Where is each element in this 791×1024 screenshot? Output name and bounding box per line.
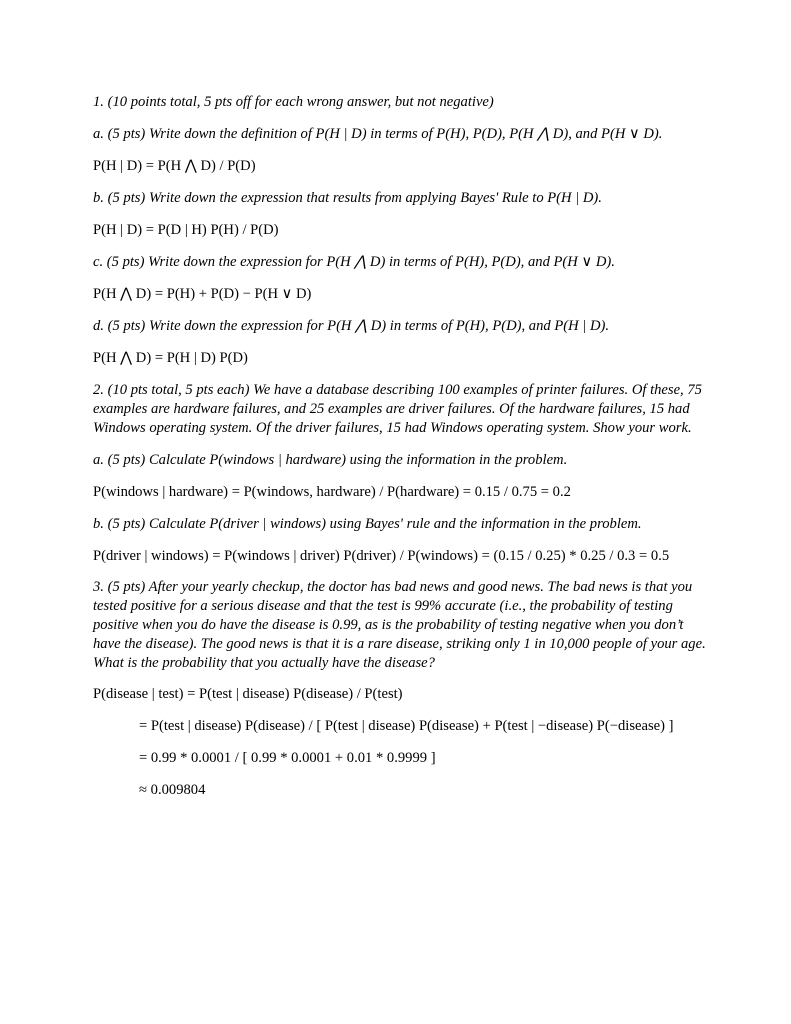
q3-answer-line: P(disease | test) = P(test | disease) P(disease) / P(test) <box>93 686 403 702</box>
q3-question-line: have the disease). The good news is that it is a rare disease, striking only 1 in 10,000 people of your age. <box>93 636 706 652</box>
q1c-answer: P(H ⋀ D) = P(H) + P(D) − P(H ∨ D) <box>93 286 312 302</box>
q3-answer-line: = 0.99 * 0.0001 / [ 0.99 * 0.0001 + 0.01 * 0.9999 ] <box>139 750 436 766</box>
q1d-answer: P(H ⋀ D) = P(H | D) P(D) <box>93 350 248 366</box>
q2-header-line: examples are hardware failures, and 25 examples are driver failures. Of the hardware failures, 15 had <box>93 401 690 417</box>
q3-question-line: 3. (5 pts) After your yearly checkup, the doctor has bad news and good news. The bad news is that you <box>93 579 693 595</box>
q3-answer-line: = P(test | disease) P(disease) / [ P(test | disease) P(disease) + P(test | −disease) P(−disease) ] <box>139 718 674 734</box>
q3-question-line: positive when you do have the disease is 0.99, as is the probability of testing negative when you don’t <box>93 617 684 633</box>
q3-question-line: What is the probability that you actually have the disease? <box>93 655 435 671</box>
q2-header-line: Windows operating system. Of the driver failures, 15 had Windows operating system. Show your work. <box>93 420 692 436</box>
q1a-answer: P(H | D) = P(H ⋀ D) / P(D) <box>93 158 256 174</box>
q1b-question: b. (5 pts) Write down the expression that results from applying Bayes' Rule to P(H | D). <box>93 190 602 206</box>
q1c-question: c. (5 pts) Write down the expression for P(H ⋀ D) in terms of P(H), P(D), and P(H ∨ D). <box>93 254 615 270</box>
q2a-answer: P(windows | hardware) = P(windows, hardware) / P(hardware) = 0.15 / 0.75 = 0.2 <box>93 484 571 500</box>
q1-header: 1. (10 points total, 5 pts off for each wrong answer, but not negative) <box>93 94 494 110</box>
q3-question-line: tested positive for a serious disease and that the test is 99% accurate (i.e., the probability of testing <box>93 598 673 614</box>
q2-header-line: 2. (10 pts total, 5 pts each) We have a database describing 100 examples of printer failures. Of these, 75 <box>93 382 702 398</box>
q2b-answer: P(driver | windows) = P(windows | driver) P(driver) / P(windows) = (0.15 / 0.25) * 0.25 / 0.3 = 0.5 <box>93 548 670 564</box>
q1d-question: d. (5 pts) Write down the expression for P(H ⋀ D) in terms of P(H), P(D), and P(H | D). <box>93 318 610 334</box>
q2a-question: a. (5 pts) Calculate P(windows | hardware) using the information in the problem. <box>93 452 568 468</box>
q1b-answer: P(H | D) = P(D | H) P(H) / P(D) <box>93 222 279 238</box>
q3-answer-result: ≈ 0.009804 <box>139 782 206 798</box>
q1a-question: a. (5 pts) Write down the definition of P(H | D) in terms of P(H), P(D), P(H ⋀ D), and P(H ∨ D). <box>93 126 663 142</box>
q2b-question: b. (5 pts) Calculate P(driver | windows) using Bayes' rule and the information in the problem. <box>93 516 642 532</box>
